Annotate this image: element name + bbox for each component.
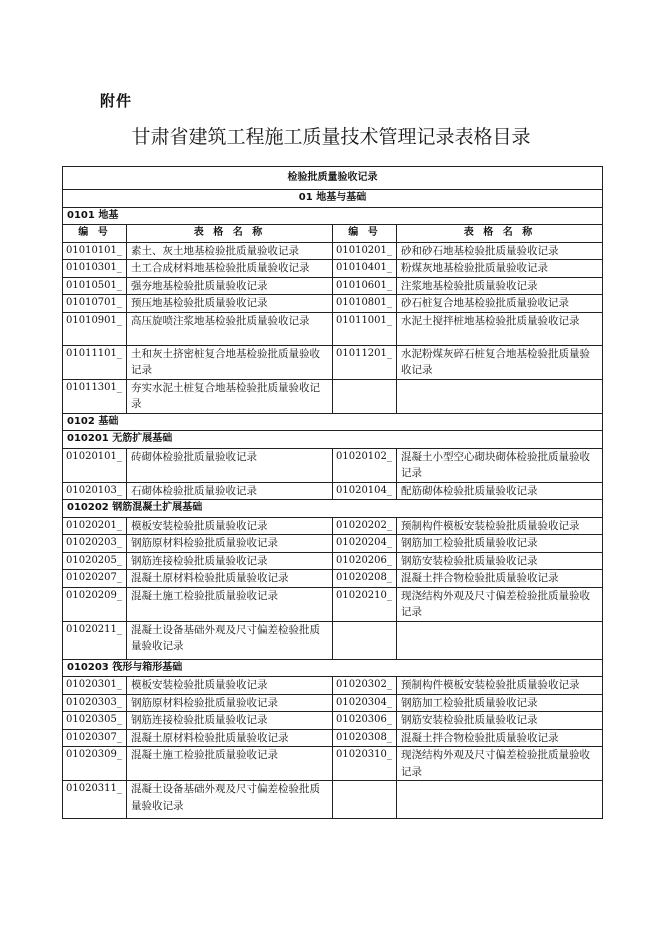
form-code: 01020302_ <box>333 677 397 695</box>
form-code: 01020304_ <box>333 694 397 712</box>
form-code: 01020205_ <box>63 552 127 570</box>
form-name: 钢筋加工检验批质量验收记录 <box>397 694 603 712</box>
document-title: 甘肃省建筑工程施工质量技术管理记录表格目录 <box>131 126 531 148</box>
table-row <box>63 295 603 313</box>
form-code: 01020203_ <box>63 535 127 553</box>
form-code: 01020201_ <box>63 517 127 535</box>
table-row <box>63 694 603 712</box>
table-row <box>63 312 603 345</box>
table-row <box>63 712 603 730</box>
table-main-header: 检验批质量验收记录 <box>63 167 603 190</box>
form-name: 预制构件模板安装检验批质量验收记录 <box>397 517 603 535</box>
table-row <box>63 482 603 500</box>
table-row <box>63 677 603 695</box>
group-title: 010201 无筋扩展基础 <box>63 431 603 449</box>
form-name: 钢筋连接检验批质量验收记录 <box>127 552 333 570</box>
form-code: 01020204_ <box>333 535 397 553</box>
table-main-header-row <box>63 167 603 190</box>
form-code: 01020202_ <box>333 517 397 535</box>
form-name: 钢筋连接检验批质量验收记录 <box>127 712 333 730</box>
form-name: 混凝土拌合物检验批质量验收记录 <box>397 729 603 747</box>
form-code: 01020103_ <box>63 482 127 500</box>
table-row <box>63 781 603 819</box>
form-code: 01010901_ <box>63 312 127 345</box>
form-name: 混凝土施工检验批质量验收记录 <box>127 587 333 621</box>
group-header-row <box>63 207 603 225</box>
form-name: 预压地基检验批质量验收记录 <box>127 295 333 313</box>
group-title: 0102 基础 <box>63 413 603 431</box>
column-header-row <box>63 225 603 243</box>
table-row <box>63 729 603 747</box>
column-header-code: 编 号 <box>63 225 127 243</box>
form-name: 混凝土施工检验批质量验收记录 <box>127 747 333 781</box>
group-header-row <box>63 413 603 431</box>
table-row <box>63 260 603 278</box>
form-name: 混凝土小型空心砌块砌体检验批质量验收记录 <box>397 448 603 482</box>
form-name: 钢筋原材料检验批质量验收记录 <box>127 694 333 712</box>
record-forms-table <box>62 166 603 819</box>
form-code: 01020309_ <box>63 747 127 781</box>
table-sub-header-row <box>63 190 603 208</box>
form-name: 粉煤灰地基检验批质量验收记录 <box>397 260 603 278</box>
form-code: 01020207_ <box>63 570 127 588</box>
form-name: 钢筋加工检验批质量验收记录 <box>397 535 603 553</box>
form-code: 01010501_ <box>63 277 127 295</box>
form-name: 混凝土原材料检验批质量验收记录 <box>127 570 333 588</box>
table-row <box>63 570 603 588</box>
form-name: 现浇结构外观及尺寸偏差检验批质量验收记录 <box>397 747 603 781</box>
form-name: 预制构件模板安装检验批质量验收记录 <box>397 677 603 695</box>
column-header-name: 表 格 名 称 <box>397 225 603 243</box>
form-name: 强夯地基检验批质量验收记录 <box>127 277 333 295</box>
group-title: 010202 钢筋混凝土扩展基础 <box>63 500 603 518</box>
form-name: 混凝土拌合物检验批质量验收记录 <box>397 570 603 588</box>
form-code: 01010601_ <box>333 277 397 295</box>
form-name: 钢筋原材料检验批质量验收记录 <box>127 535 333 553</box>
form-name: 混凝土原材料检验批质量验收记录 <box>127 729 333 747</box>
group-header-row <box>63 500 603 518</box>
table-row <box>63 242 603 260</box>
form-code <box>333 379 397 413</box>
form-code <box>333 621 397 659</box>
form-code: 01020305_ <box>63 712 127 730</box>
form-name: 砂和砂石地基检验批质量验收记录 <box>397 242 603 260</box>
table-row <box>63 587 603 621</box>
form-name: 石砌体检验批质量验收记录 <box>127 482 333 500</box>
form-name: 现浇结构外观及尺寸偏差检验批质量验收记录 <box>397 587 603 621</box>
form-name: 夯实水泥土桩复合地基检验批质量验收记录 <box>127 379 333 413</box>
group-header-row <box>63 659 603 677</box>
group-title: 0101 地基 <box>63 207 603 225</box>
form-code: 01020211_ <box>63 621 127 659</box>
table-row <box>63 552 603 570</box>
form-code: 01010801_ <box>333 295 397 313</box>
form-name: 混凝土设备基础外观及尺寸偏差检验批质量验收记录 <box>127 621 333 659</box>
form-code: 01020306_ <box>333 712 397 730</box>
form-code: 01020307_ <box>63 729 127 747</box>
form-code: 01020210_ <box>333 587 397 621</box>
column-header-name: 表 格 名 称 <box>127 225 333 243</box>
form-code: 01011101_ <box>63 345 127 379</box>
form-name: 混凝土设备基础外观及尺寸偏差检验批质量验收记录 <box>127 781 333 819</box>
form-code: 01020308_ <box>333 729 397 747</box>
table-row <box>63 345 603 379</box>
form-code: 01020102_ <box>333 448 397 482</box>
form-name: 水泥土搅拌桩地基检验批质量验收记录 <box>397 312 603 345</box>
form-name: 注浆地基检验批质量验收记录 <box>397 277 603 295</box>
table-row <box>63 517 603 535</box>
form-code: 01020301_ <box>63 677 127 695</box>
form-code: 01020104_ <box>333 482 397 500</box>
form-code: 01010101_ <box>63 242 127 260</box>
form-code: 01020101_ <box>63 448 127 482</box>
form-code <box>333 781 397 819</box>
form-name <box>397 621 603 659</box>
form-code: 01011001_ <box>333 312 397 345</box>
form-name: 高压旋喷注浆地基检验批质量验收记录 <box>127 312 333 345</box>
form-code: 01010201_ <box>333 242 397 260</box>
group-title: 010203 筏形与箱形基础 <box>63 659 603 677</box>
form-code: 01020208_ <box>333 570 397 588</box>
form-name: 钢筋安装检验批质量验收记录 <box>397 552 603 570</box>
form-name: 钢筋安装检验批质量验收记录 <box>397 712 603 730</box>
table-row <box>63 379 603 413</box>
form-name: 素土、灰土地基检验批质量验收记录 <box>127 242 333 260</box>
form-name: 模板安装检验批质量验收记录 <box>127 517 333 535</box>
form-name <box>397 379 603 413</box>
form-name: 模板安装检验批质量验收记录 <box>127 677 333 695</box>
form-name <box>397 781 603 819</box>
form-code: 01020310_ <box>333 747 397 781</box>
table-row <box>63 277 603 295</box>
form-name: 土和灰土挤密桩复合地基检验批质量验收记录 <box>127 345 333 379</box>
table-row <box>63 448 603 482</box>
table-sub-header: 01 地基与基础 <box>63 190 603 208</box>
form-code: 01010701_ <box>63 295 127 313</box>
table-row <box>63 535 603 553</box>
form-name: 配筋砌体检验批质量验收记录 <box>397 482 603 500</box>
form-code: 01010401_ <box>333 260 397 278</box>
form-code: 01020209_ <box>63 587 127 621</box>
form-name: 砖砌体检验批质量验收记录 <box>127 448 333 482</box>
form-name: 土工合成材料地基检验批质量验收记录 <box>127 260 333 278</box>
attachment-label: 附件 <box>100 92 133 110</box>
table-row <box>63 621 603 659</box>
form-name: 水泥粉煤灰碎石桩复合地基检验批质量验收记录 <box>397 345 603 379</box>
table-row <box>63 747 603 781</box>
form-code: 01020303_ <box>63 694 127 712</box>
form-name: 砂石桩复合地基检验批质量验收记录 <box>397 295 603 313</box>
form-code: 01020206_ <box>333 552 397 570</box>
form-code: 01011201_ <box>333 345 397 379</box>
form-code: 01020311_ <box>63 781 127 819</box>
group-header-row <box>63 431 603 449</box>
form-code: 01011301_ <box>63 379 127 413</box>
column-header-code: 编 号 <box>333 225 397 243</box>
form-code: 01010301_ <box>63 260 127 278</box>
